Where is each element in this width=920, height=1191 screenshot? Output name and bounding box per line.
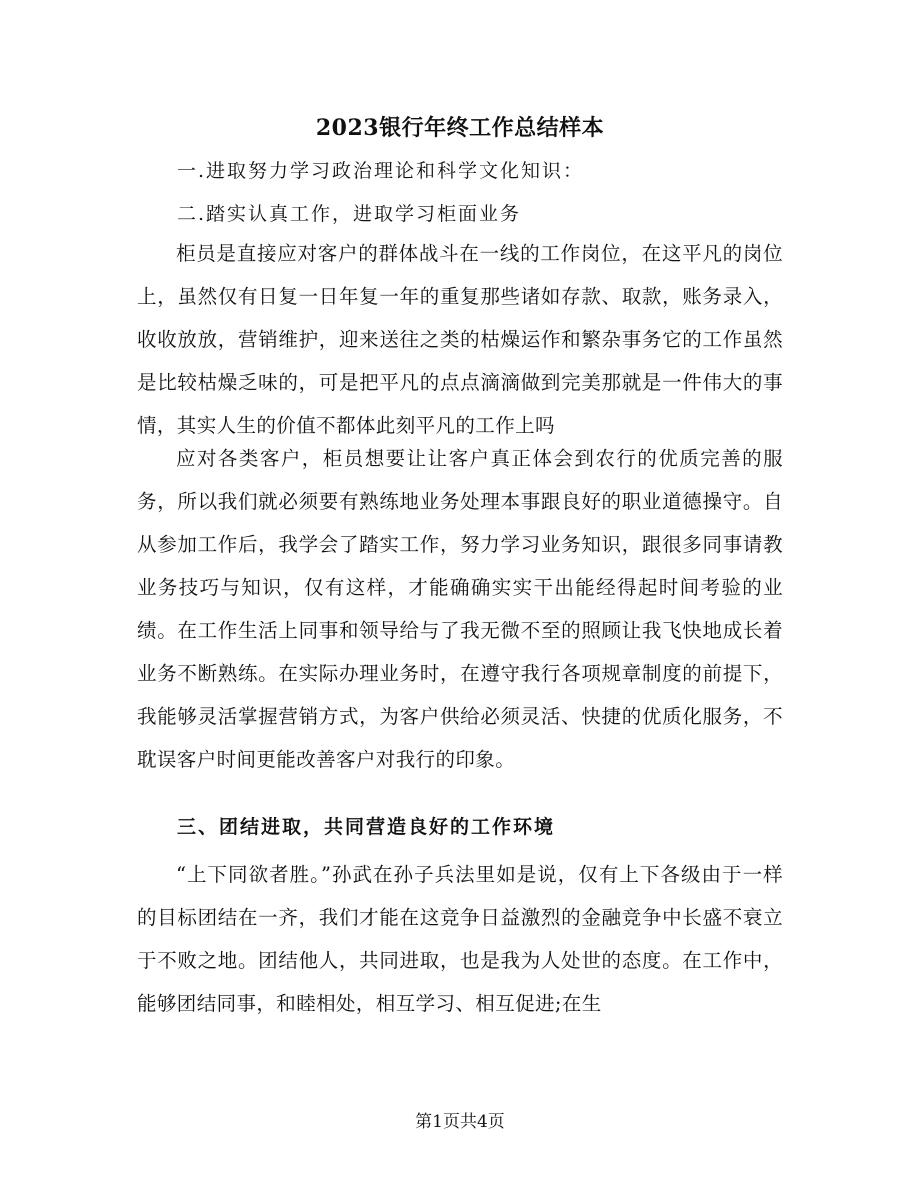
paragraph-customer-service: 应对各类客户，柜员想要让让客户真正体会到农行的优质完善的服务，所以我们就必须要有熟练地业务处理本事跟良好的职业道德操守。自从参加工作后，我学会了踏实工作，努力学习业务知识，跟很多同事请教业务技巧与知识，仅有这样，才能确确实实干出能经得起时间考验的业绩。在工作生活上同事和领导给与了我无微不至的照顾让我飞快地成长着业务不断熟练。在实际办理业务时，在遵守我行各项规章制度的前提下，我能够灵活掌握营销方式，为客户供给必须灵活、快捷的优质化服务，不耽误客户时间更能改善客户对我行的印象。 [137,447,783,771]
document-title: 2023银行年终工作总结样本 [315,115,605,141]
page-indicator: 第1页共4页 [415,1112,505,1132]
section-heading-1: 一.进取努力学习政治理论和科学文化知识： [177,160,585,182]
section-heading-2: 二.踏实认真工作，进取学习柜面业务 [177,203,522,225]
section-heading-3: 三、团结进取，共同营造良好的工作环境 [177,816,556,838]
paragraph-counter-work: 柜员是直接应对客户的群体战斗在一线的工作岗位，在这平凡的岗位上，虽然仅有日复一日年复一年的重复那些诸如存款、取款，账务录入，收收放放，营销维护，迎来送往之类的枯燥运作和繁杂事务它的工作虽然是比较枯燥乏味的，可是把平凡的点点滴滴做到完美那就是一件伟大的事情，其实人生的价值不都体此刻平凡的工作上吗 [137,242,783,437]
paragraph-teamwork: “上下同欲者胜。”孙武在孙子兵法里如是说，仅有上下各级由于一样的目标团结在一齐，我们才能在这竞争日益激烈的金融竞争中长盛不衰立于不败之地。团结他人，共同进取，也是我为人处世的态度。在工作中，能够团结同事，和睦相处，相互学习、相互促进;在生 [137,863,783,1015]
